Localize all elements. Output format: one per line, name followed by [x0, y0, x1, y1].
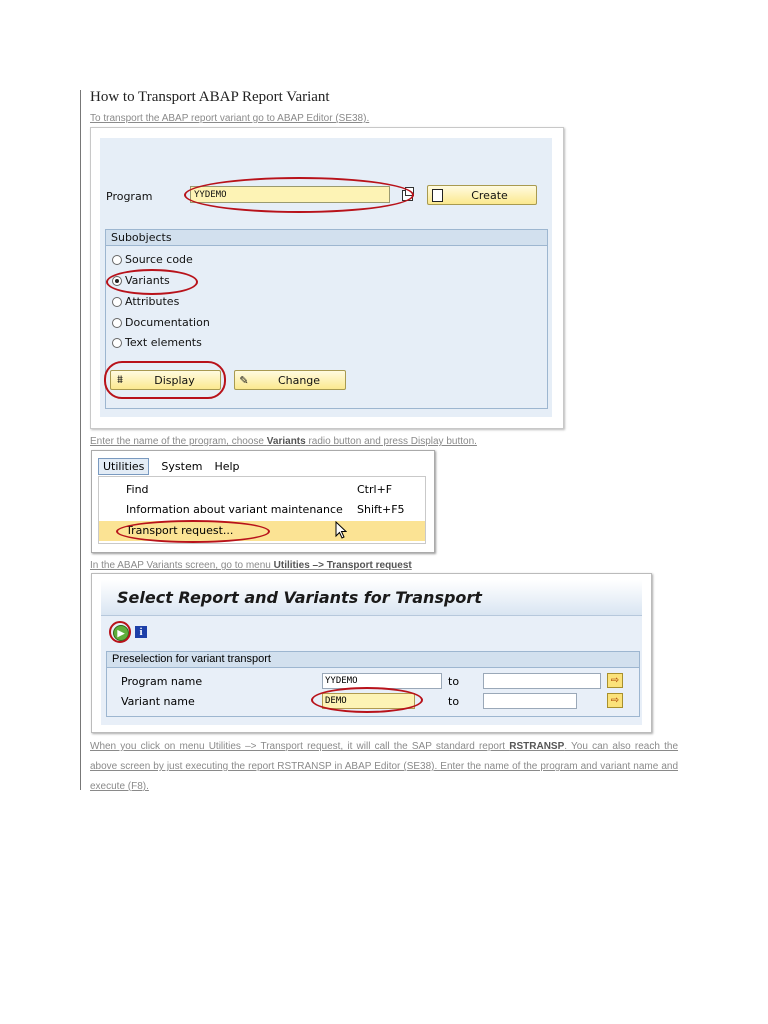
caption-1[interactable]: To transport the ABAP report variant go to ABAP Editor (SE38). — [90, 113, 370, 124]
radio-icon — [112, 297, 122, 307]
abap-editor-panel — [100, 138, 552, 417]
variant-to-label: to — [448, 695, 460, 708]
program-to-label: to — [448, 675, 460, 688]
transport-selection-screenshot — [91, 573, 652, 733]
menu-bar — [98, 457, 252, 475]
paragraph-text: When you click on menu Utilities –> Transport request, it will call the SAP standard report — [90, 741, 510, 752]
menu-help[interactable]: Help — [214, 459, 240, 473]
program-input[interactable]: YYDEMO — [190, 186, 390, 203]
caption-2-text: Enter the name of the program, choose — [90, 436, 267, 447]
utilities-menu-screenshot — [91, 450, 435, 553]
program-name-input[interactable]: YYDEMO — [322, 673, 442, 689]
menu-system[interactable]: System — [161, 459, 203, 473]
subobjects-group — [105, 229, 548, 409]
utilities-dropdown — [98, 476, 426, 544]
radio-icon — [112, 255, 122, 265]
radio-text-elements[interactable] — [112, 336, 202, 349]
caption-3[interactable] — [90, 560, 412, 571]
variant-name-input[interactable]: DEMO — [322, 693, 415, 709]
menu-item-label: Find — [126, 483, 149, 496]
radio-label: Text elements — [125, 336, 202, 349]
new-document-icon — [432, 189, 443, 202]
change-button[interactable] — [234, 370, 346, 390]
explanation-paragraph[interactable] — [90, 737, 678, 797]
menu-item-label: Transport request... — [126, 524, 234, 537]
radio-label: Documentation — [125, 316, 210, 329]
caption-3-text: In the ABAP Variants screen, go to menu — [90, 560, 274, 571]
paragraph-bold: RSTRANSP — [509, 741, 565, 752]
caption-2[interactable] — [90, 436, 477, 447]
display-button-label: Display — [154, 373, 195, 387]
execute-icon[interactable]: ▶ — [113, 625, 129, 641]
radio-selected-icon — [112, 276, 122, 286]
radio-label: Source code — [125, 253, 193, 266]
screen-title: Select Report and Variants for Transport — [101, 580, 642, 616]
program-name-label: Program name — [121, 675, 203, 688]
create-button-label: Create — [471, 188, 508, 202]
glasses-icon: ⩩ — [117, 373, 123, 386]
menu-item-find[interactable] — [99, 480, 425, 500]
radio-attributes[interactable] — [112, 295, 179, 308]
mouse-pointer-icon — [335, 521, 347, 539]
caption-3-bold: Utilities –> Transport request — [273, 560, 412, 571]
info-icon[interactable]: i — [135, 626, 147, 638]
transport-panel — [101, 580, 642, 725]
left-margin-rule — [80, 90, 81, 790]
pencil-icon: ✎ — [239, 373, 249, 387]
menu-item-shortcut: Ctrl+F — [357, 483, 393, 496]
menu-item-transport-request[interactable] — [99, 521, 425, 541]
menu-item-information[interactable] — [99, 500, 425, 520]
radio-variants[interactable] — [112, 274, 170, 287]
preselection-group — [106, 651, 640, 717]
radio-icon — [112, 338, 122, 348]
variant-name-to-input[interactable] — [483, 693, 577, 709]
preselection-header: Preselection for variant transport — [107, 652, 639, 668]
change-button-label: Change — [277, 373, 321, 387]
display-button[interactable] — [110, 370, 221, 390]
radio-icon — [112, 318, 122, 328]
copy-icon[interactable] — [402, 190, 413, 201]
paragraph-text-end: . You can also reach the above screen by just executing the report RSTRANSP in ABAP Editor (SE38). Enter the name of the program and variant name and execute (F8). — [90, 741, 679, 792]
create-button[interactable] — [427, 185, 537, 205]
menu-utilities[interactable]: Utilities — [98, 458, 149, 475]
variant-name-label: Variant name — [121, 695, 195, 708]
menu-item-label: Information about variant maintenance — [126, 503, 343, 516]
caption-2-bold: Variants — [266, 436, 306, 447]
radio-label: Variants — [125, 274, 170, 287]
menu-item-shortcut: Shift+F5 — [357, 503, 405, 516]
radio-label: Attributes — [125, 295, 180, 308]
subobjects-header: Subobjects — [106, 230, 547, 246]
radio-source-code[interactable] — [112, 253, 193, 266]
multiple-selection-arrow-icon[interactable]: ⇨ — [607, 693, 623, 708]
caption-2-text-end: radio button and press Display button. — [305, 436, 477, 447]
article-title: How to Transport ABAP Report Variant — [90, 89, 330, 105]
abap-editor-screenshot — [90, 127, 564, 429]
multiple-selection-arrow-icon[interactable]: ⇨ — [607, 673, 623, 688]
radio-documentation[interactable] — [112, 316, 210, 329]
program-name-to-input[interactable] — [483, 673, 601, 689]
program-label: Program — [106, 190, 153, 203]
